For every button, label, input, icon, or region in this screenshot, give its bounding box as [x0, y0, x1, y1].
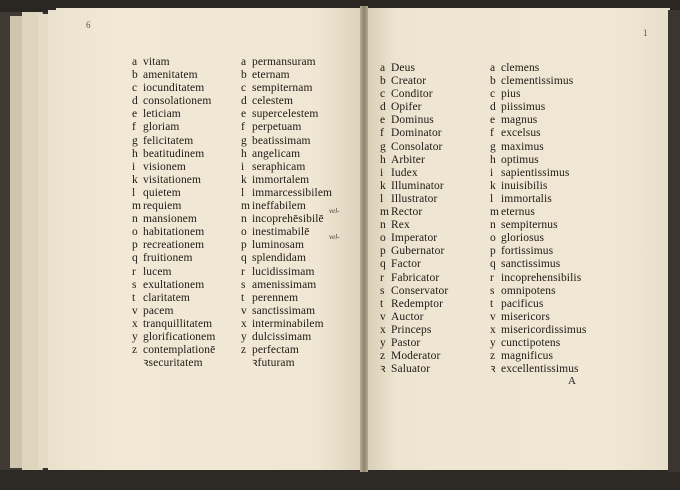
entry-letter: t [132, 291, 136, 304]
word-entry [241, 135, 332, 148]
word-entry [241, 331, 332, 344]
entry-letter: n [380, 219, 386, 232]
entry-letter: r [132, 265, 136, 278]
word-entry [241, 56, 332, 69]
entry-word: Rector [391, 206, 423, 219]
entry-letter: p [132, 239, 138, 252]
entry-word: excelsus [501, 127, 541, 140]
entry-letter: l [380, 192, 384, 205]
margin-note: vel- [329, 233, 340, 241]
word-entry [380, 350, 448, 363]
entry-letter: d [380, 101, 386, 114]
entry-word: immortalem [252, 173, 310, 186]
word-entry [380, 88, 448, 101]
entry-word: Rex [391, 219, 410, 232]
entry-letter: n [241, 213, 247, 226]
entry-letter: q [132, 252, 138, 265]
entry-letter: h [380, 153, 386, 166]
entry-word: exultationem [143, 278, 205, 291]
word-entry [490, 272, 586, 285]
word-entry [380, 62, 448, 75]
word-entry [380, 285, 448, 298]
entry-word: maximus [501, 140, 544, 153]
entry-word: incoprehēsibilē [252, 213, 324, 226]
right-page-mark: 1 [643, 28, 648, 38]
word-entry [490, 141, 586, 154]
entry-letter: a [241, 56, 247, 68]
entry-letter: e [132, 108, 138, 121]
word-entry [380, 324, 448, 337]
word-entry [380, 337, 448, 350]
entry-letter: s [241, 278, 246, 291]
entry-word: Factor [391, 258, 421, 271]
entry-letter: h [241, 147, 247, 160]
word-entry [132, 331, 215, 344]
entry-letter: p [241, 239, 247, 252]
entry-word: Creator [391, 75, 427, 88]
word-entry [132, 187, 215, 200]
entry-letter: e [241, 108, 247, 121]
entry-letter: d [241, 95, 247, 108]
entry-letter: q [241, 252, 247, 265]
entry-word: pacem [143, 304, 174, 317]
word-entry [490, 101, 586, 114]
entry-word: glorificationem [143, 330, 216, 343]
entry-word: Imperator [391, 232, 438, 245]
entry-word: eternus [501, 206, 535, 219]
entry-letter: x [380, 323, 386, 336]
entry-word: amenitatem [143, 69, 198, 82]
word-entry [241, 82, 332, 95]
entry-letter: c [132, 82, 138, 95]
entry-letter: b [132, 69, 138, 82]
entry-word: sanctissimam [252, 304, 316, 317]
entry-letter: o [380, 232, 386, 245]
word-entry [132, 213, 215, 226]
entry-word: beatitudinem [143, 147, 205, 160]
word-entry [132, 318, 215, 331]
entry-word: inuisibilis [501, 179, 548, 192]
entry-word: Iudex [391, 166, 418, 179]
entry-word: Opifer [391, 101, 422, 114]
entry-letter: o [490, 232, 496, 245]
entry-letter: v [380, 310, 386, 323]
word-entry [132, 56, 215, 69]
entry-word: gloriam [143, 121, 180, 134]
entry-word: Dominus [391, 114, 434, 127]
entry-word: pius [501, 88, 521, 101]
entry-word: clementissimus [501, 75, 574, 88]
entry-word: tranquillitatem [143, 317, 213, 330]
word-entry [241, 174, 332, 187]
entry-word: Fabricator [391, 271, 440, 284]
word-entry [241, 108, 332, 121]
word-entry [132, 161, 215, 174]
entry-letter: g [490, 140, 496, 153]
entry-letter: z [241, 344, 247, 357]
word-entry [241, 266, 332, 279]
entry-letter: n [490, 219, 496, 232]
entry-word: visitationem [143, 173, 202, 186]
entry-letter: f [241, 121, 245, 134]
entry-word: Saluator [391, 363, 431, 376]
entry-letter: l [490, 192, 494, 205]
word-entry [490, 258, 586, 271]
entry-letter: q [490, 258, 496, 271]
entry-word: excellentissimus [501, 363, 579, 376]
entry-letter: t [380, 297, 384, 310]
word-entry [490, 114, 586, 127]
word-entry [241, 318, 332, 331]
entry-letter: v [132, 304, 138, 317]
entry-letter: o [132, 226, 138, 239]
entry-word: Conservator [391, 284, 449, 297]
entry-letter: m [241, 200, 250, 213]
word-column-2 [241, 56, 332, 370]
entry-word: optimus [501, 153, 539, 166]
word-entry [380, 141, 448, 154]
word-entry [490, 298, 586, 311]
entry-letter: d [132, 95, 138, 108]
word-entry [132, 357, 215, 370]
entry-word: sempiternam [252, 82, 313, 95]
entry-word: seraphicam [252, 160, 306, 173]
entry-word: habitationem [143, 226, 205, 239]
word-entry [380, 245, 448, 258]
entry-word: ineffabilem [252, 200, 306, 213]
word-entry [380, 154, 448, 167]
signature-mark: A [568, 375, 576, 387]
word-entry [380, 219, 448, 232]
word-entry [132, 279, 215, 292]
entry-letter: a [380, 62, 386, 74]
entry-word: Auctor [391, 310, 424, 323]
left-page-mark: 6 [86, 20, 91, 30]
entry-word: misericordissimus [501, 323, 587, 336]
word-entry [132, 200, 215, 213]
entry-letter: f [380, 127, 384, 140]
entry-letter: m [490, 206, 499, 219]
entry-letter: s [132, 278, 137, 291]
entry-letter: k [380, 179, 386, 192]
entry-letter: t [490, 297, 494, 310]
word-entry [380, 206, 448, 219]
entry-letter: k [241, 173, 247, 186]
entry-word: sanctissimus [501, 258, 561, 271]
entry-letter: i [490, 166, 494, 179]
entry-word: contemplationē [143, 344, 216, 357]
entry-letter: v [241, 304, 247, 317]
entry-word: Princeps [391, 323, 432, 336]
entry-word: consolationem [143, 95, 212, 108]
word-entry [380, 363, 448, 376]
entry-letter: c [380, 88, 386, 101]
entry-word: beatissimam [252, 134, 311, 147]
entry-word: perfectam [252, 344, 299, 357]
entry-letter: e [490, 114, 496, 127]
entry-word: immarcessibilem [252, 186, 333, 199]
entry-letter: p [380, 245, 386, 258]
entry-letter: z [132, 344, 138, 357]
entry-letter: a [490, 62, 496, 74]
entry-word: supercelestem [252, 108, 319, 121]
entry-letter: i [241, 160, 245, 173]
entry-letter: l [241, 186, 245, 199]
word-entry [241, 292, 332, 305]
word-entry [490, 62, 586, 75]
entry-letter: f [490, 127, 494, 140]
word-entry [132, 108, 215, 121]
word-entry [132, 174, 215, 187]
word-entry [490, 193, 586, 206]
entry-letter: p [490, 245, 496, 258]
entry-letter: r [241, 265, 245, 278]
word-entry [241, 95, 332, 108]
word-entry [241, 121, 332, 134]
entry-word: misericors [501, 310, 550, 323]
entry-letter: y [241, 330, 247, 343]
word-entry [380, 167, 448, 180]
book-gutter [360, 6, 368, 472]
word-entry [241, 213, 332, 226]
entry-letter: f [132, 121, 136, 134]
entry-word: cunctipotens [501, 336, 561, 349]
entry-letter: y [132, 330, 138, 343]
word-entry [241, 357, 332, 370]
background-right [668, 10, 680, 472]
entry-word: Gubernator [391, 245, 445, 258]
entry-word: lucidissimam [252, 265, 315, 278]
entry-word: iocunditatem [143, 82, 205, 95]
word-entry [241, 344, 332, 357]
entry-word: visionem [143, 160, 186, 173]
entry-letter: g [380, 140, 386, 153]
entry-word: clemens [501, 62, 540, 74]
entry-word: Arbiter [391, 153, 425, 166]
entry-letter: t [241, 291, 245, 304]
entry-letter: g [241, 134, 247, 147]
entry-word: pacificus [501, 297, 544, 310]
word-entry [490, 219, 586, 232]
word-entry [132, 344, 215, 357]
entry-word: Illustrator [391, 192, 438, 205]
entry-word: amenissimam [252, 278, 317, 291]
word-entry [490, 324, 586, 337]
entry-word: interminabilem [252, 317, 324, 330]
background-bottom [0, 470, 680, 490]
entry-word: sapientissimus [501, 166, 570, 179]
entry-letter: g [132, 134, 138, 147]
word-entry [490, 350, 586, 363]
entry-word: Moderator [391, 350, 441, 363]
entry-letter: z [380, 350, 386, 363]
word-entry [132, 292, 215, 305]
entry-letter: i [132, 160, 136, 173]
word-entry [132, 121, 215, 134]
entry-letter: x [490, 323, 496, 336]
entry-word: luminosam [252, 239, 305, 252]
word-column-3 [380, 62, 448, 376]
entry-letter: r [380, 271, 384, 284]
entry-word: incoprehensibilis [501, 271, 582, 284]
word-column-4 [490, 62, 586, 376]
word-entry [132, 305, 215, 318]
entry-word: requiem [143, 200, 182, 213]
word-entry [241, 69, 332, 82]
entry-word: immortalis [501, 192, 552, 205]
word-entry [490, 206, 586, 219]
word-entry [490, 285, 586, 298]
entry-word: magnificus [501, 350, 554, 363]
entry-word: eternam [252, 69, 290, 82]
word-entry [490, 127, 586, 140]
entry-letter: b [241, 69, 247, 82]
entry-letter: x [132, 317, 138, 330]
word-entry [380, 180, 448, 193]
entry-letter: y [490, 336, 496, 349]
entry-letter: v [490, 310, 496, 323]
entry-letter: a [132, 56, 138, 68]
word-entry [241, 252, 332, 265]
entry-word: perennem [252, 291, 299, 304]
entry-word: Deus [391, 62, 416, 74]
word-entry [241, 148, 332, 161]
word-entry [132, 135, 215, 148]
word-entry [380, 311, 448, 324]
entry-letter: m [132, 200, 141, 213]
word-entry [490, 232, 586, 245]
entry-word: ꝛfuturam [252, 357, 295, 370]
entry-word: Consolator [391, 140, 443, 153]
word-entry [490, 154, 586, 167]
word-entry [241, 200, 332, 213]
entry-word: mansionem [143, 213, 197, 226]
entry-letter: e [380, 114, 386, 127]
entry-word: celestem [252, 95, 294, 108]
entry-word: magnus [501, 114, 538, 127]
entry-letter: n [132, 213, 138, 226]
entry-letter: r [490, 271, 494, 284]
word-entry [132, 82, 215, 95]
entry-word: claritatem [143, 291, 190, 304]
entry-word: piissimus [501, 101, 546, 114]
word-entry [380, 298, 448, 311]
entry-word: dulcissimam [252, 330, 312, 343]
entry-letter: b [380, 75, 386, 88]
word-entry [380, 232, 448, 245]
entry-word: Dominator [391, 127, 442, 140]
entry-word: inestimabilē [252, 226, 310, 239]
entry-word: recreationem [143, 239, 205, 252]
word-entry [132, 148, 215, 161]
entry-word: permansuram [252, 56, 316, 68]
entry-letter: h [490, 153, 496, 166]
entry-word: gloriosus [501, 232, 545, 245]
word-entry [490, 75, 586, 88]
word-entry [241, 279, 332, 292]
entry-letter: q [380, 258, 386, 271]
entry-letter: h [132, 147, 138, 160]
entry-letter: l [132, 186, 136, 199]
entry-letter: c [490, 88, 496, 101]
entry-word: Pastor [391, 336, 421, 349]
entry-word: Illuminator [391, 179, 444, 192]
word-entry [241, 305, 332, 318]
entry-word: Conditor [391, 88, 433, 101]
word-entry [490, 245, 586, 258]
entry-word: sempiternus [501, 219, 558, 232]
entry-letter: x [241, 317, 247, 330]
word-entry [380, 75, 448, 88]
word-entry [490, 311, 586, 324]
entry-letter: d [490, 101, 496, 114]
word-entry [132, 252, 215, 265]
entry-word: fortissimus [501, 245, 554, 258]
entry-word: ꝛsecuritatem [143, 357, 203, 370]
entry-word: angelicam [252, 147, 301, 160]
entry-word: leticiam [143, 108, 181, 121]
word-entry [241, 187, 332, 200]
word-entry [241, 161, 332, 174]
word-entry [490, 167, 586, 180]
entry-word: splendidam [252, 252, 307, 265]
word-entry [241, 239, 332, 252]
word-entry [241, 226, 332, 239]
entry-word: lucem [143, 265, 172, 278]
entry-letter: s [380, 284, 385, 297]
entry-letter: k [132, 173, 138, 186]
margin-note: vel- [329, 207, 340, 215]
word-entry [132, 239, 215, 252]
entry-word: felicitatem [143, 134, 194, 147]
entry-letter: z [490, 350, 496, 363]
word-entry [132, 226, 215, 239]
word-entry [380, 258, 448, 271]
word-column-1 [132, 56, 215, 370]
entry-letter: ꝛ [490, 363, 496, 376]
entry-letter: s [490, 284, 495, 297]
word-entry [490, 88, 586, 101]
entry-letter: ꝛ [380, 363, 386, 376]
entry-letter: c [241, 82, 247, 95]
word-entry [380, 193, 448, 206]
entry-word: Redemptor [391, 297, 443, 310]
word-entry [132, 95, 215, 108]
entry-word: quietem [143, 186, 181, 199]
word-entry [380, 114, 448, 127]
word-entry [132, 266, 215, 279]
entry-word: vitam [143, 56, 170, 68]
word-entry [132, 69, 215, 82]
word-entry [490, 180, 586, 193]
entry-letter: k [490, 179, 496, 192]
entry-word: fruitionem [143, 252, 193, 265]
entry-word: perpetuam [252, 121, 302, 134]
entry-letter: y [380, 336, 386, 349]
entry-letter: m [380, 206, 389, 219]
entry-word: omnipotens [501, 284, 556, 297]
word-entry [380, 272, 448, 285]
entry-letter: i [380, 166, 384, 179]
word-entry [380, 127, 448, 140]
word-entry [380, 101, 448, 114]
entry-letter: o [241, 226, 247, 239]
word-entry [490, 337, 586, 350]
entry-letter: b [490, 75, 496, 88]
